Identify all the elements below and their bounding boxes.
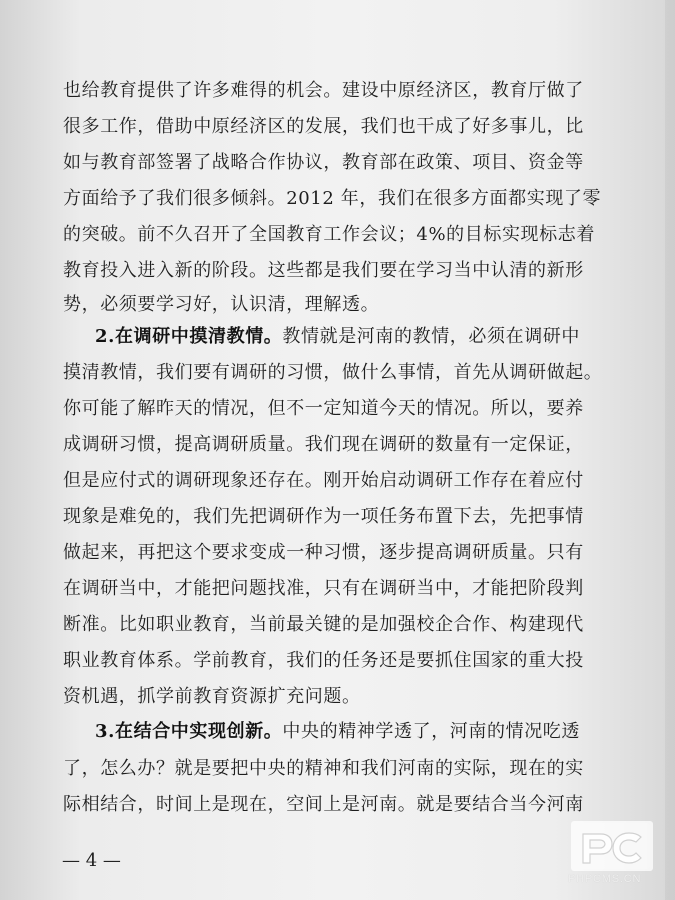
body-line	[63, 756, 623, 782]
body-text: 的突破。前不久召开了全国教育工作会议；4%的目标实现标志着	[63, 224, 595, 245]
body-line	[63, 540, 623, 566]
section-heading: 3.在结合中实现创新。	[95, 721, 283, 742]
body-line	[63, 396, 623, 422]
body-line	[63, 792, 623, 818]
body-text: 教情就是河南的教情，必须在调研中	[282, 326, 580, 347]
watermark-logo-icon	[575, 822, 651, 870]
body-line	[63, 186, 623, 212]
body-line	[63, 360, 623, 386]
body-line	[63, 258, 623, 284]
body-line	[63, 612, 623, 638]
body-line	[95, 719, 623, 745]
body-line	[63, 648, 623, 674]
body-text: 你可能了解昨天的情况，但不一定知道今天的情况。所以，要养	[63, 398, 584, 419]
body-line	[63, 292, 623, 318]
body-text: 如与教育部签署了战略合作协议，教育部在政策、项目、资金等	[63, 152, 584, 173]
body-text: 在调研当中，才能把问题找准，只有在调研当中，才能把阶段判	[63, 578, 584, 599]
body-text: 摸清教情，我们要有调研的习惯，做什么事情，首先从调研做起。	[63, 362, 603, 383]
body-text: 职业教育体系。学前教育，我们的任务还是要抓住国家的重大投	[63, 650, 584, 671]
body-text: 际相结合，时间上是现在，空间上是河南。就是要结合当今河南	[63, 794, 584, 815]
page-number: — 4 —	[62, 850, 121, 871]
body-text: 资机遇，抓学前教育资源扩充问题。	[63, 686, 361, 707]
body-text: 也给教育提供了许多难得的机会。建设中原经济区，教育厅做了	[63, 80, 584, 101]
page-edge-shadow	[665, 0, 675, 900]
body-line	[63, 222, 623, 248]
body-text: 了，怎么办？就是要把中央的精神和我们河南的实际，现在的实	[63, 758, 584, 779]
body-line	[63, 468, 623, 494]
body-line	[63, 576, 623, 602]
body-line	[63, 504, 623, 530]
body-text: 断准。比如职业教育，当前最关键的是加强校企合作、构建现代	[63, 614, 584, 635]
body-line	[63, 114, 623, 140]
body-text: 成调研习惯，提高调研质量。我们现在调研的数量有一定保证，	[63, 434, 584, 455]
body-text: 中央的精神学透了，河南的情况吃透	[282, 721, 580, 742]
body-line	[63, 432, 623, 458]
body-line	[63, 78, 623, 104]
body-text: 很多工作，借助中原经济区的发展，我们也干成了好多事儿，比	[63, 116, 584, 137]
body-text: 方面给予了我们很多倾斜。2012 年，我们在很多方面都实现了零	[63, 188, 602, 209]
body-text: 但是应付式的调研现象还存在。刚开始启动调研工作存在着应付	[63, 470, 584, 491]
section-heading: 2.在调研中摸清教情。	[95, 326, 283, 347]
body-line	[95, 324, 623, 350]
body-text: 势，必须要学习好，认识清，理解透。	[63, 294, 380, 315]
body-text: 教育投入进入新的阶段。这些都是我们要在学习当中认清的新形	[63, 260, 584, 281]
body-line	[63, 684, 623, 710]
watermark-text: PHPCMS.CN	[568, 873, 642, 885]
body-text: 做起来，再把这个要求变成一种习惯，逐步提高调研质量。只有	[63, 542, 584, 563]
body-line	[63, 150, 623, 176]
body-text: 现象是难免的，我们先把调研作为一项任务布置下去，先把事情	[63, 506, 584, 527]
